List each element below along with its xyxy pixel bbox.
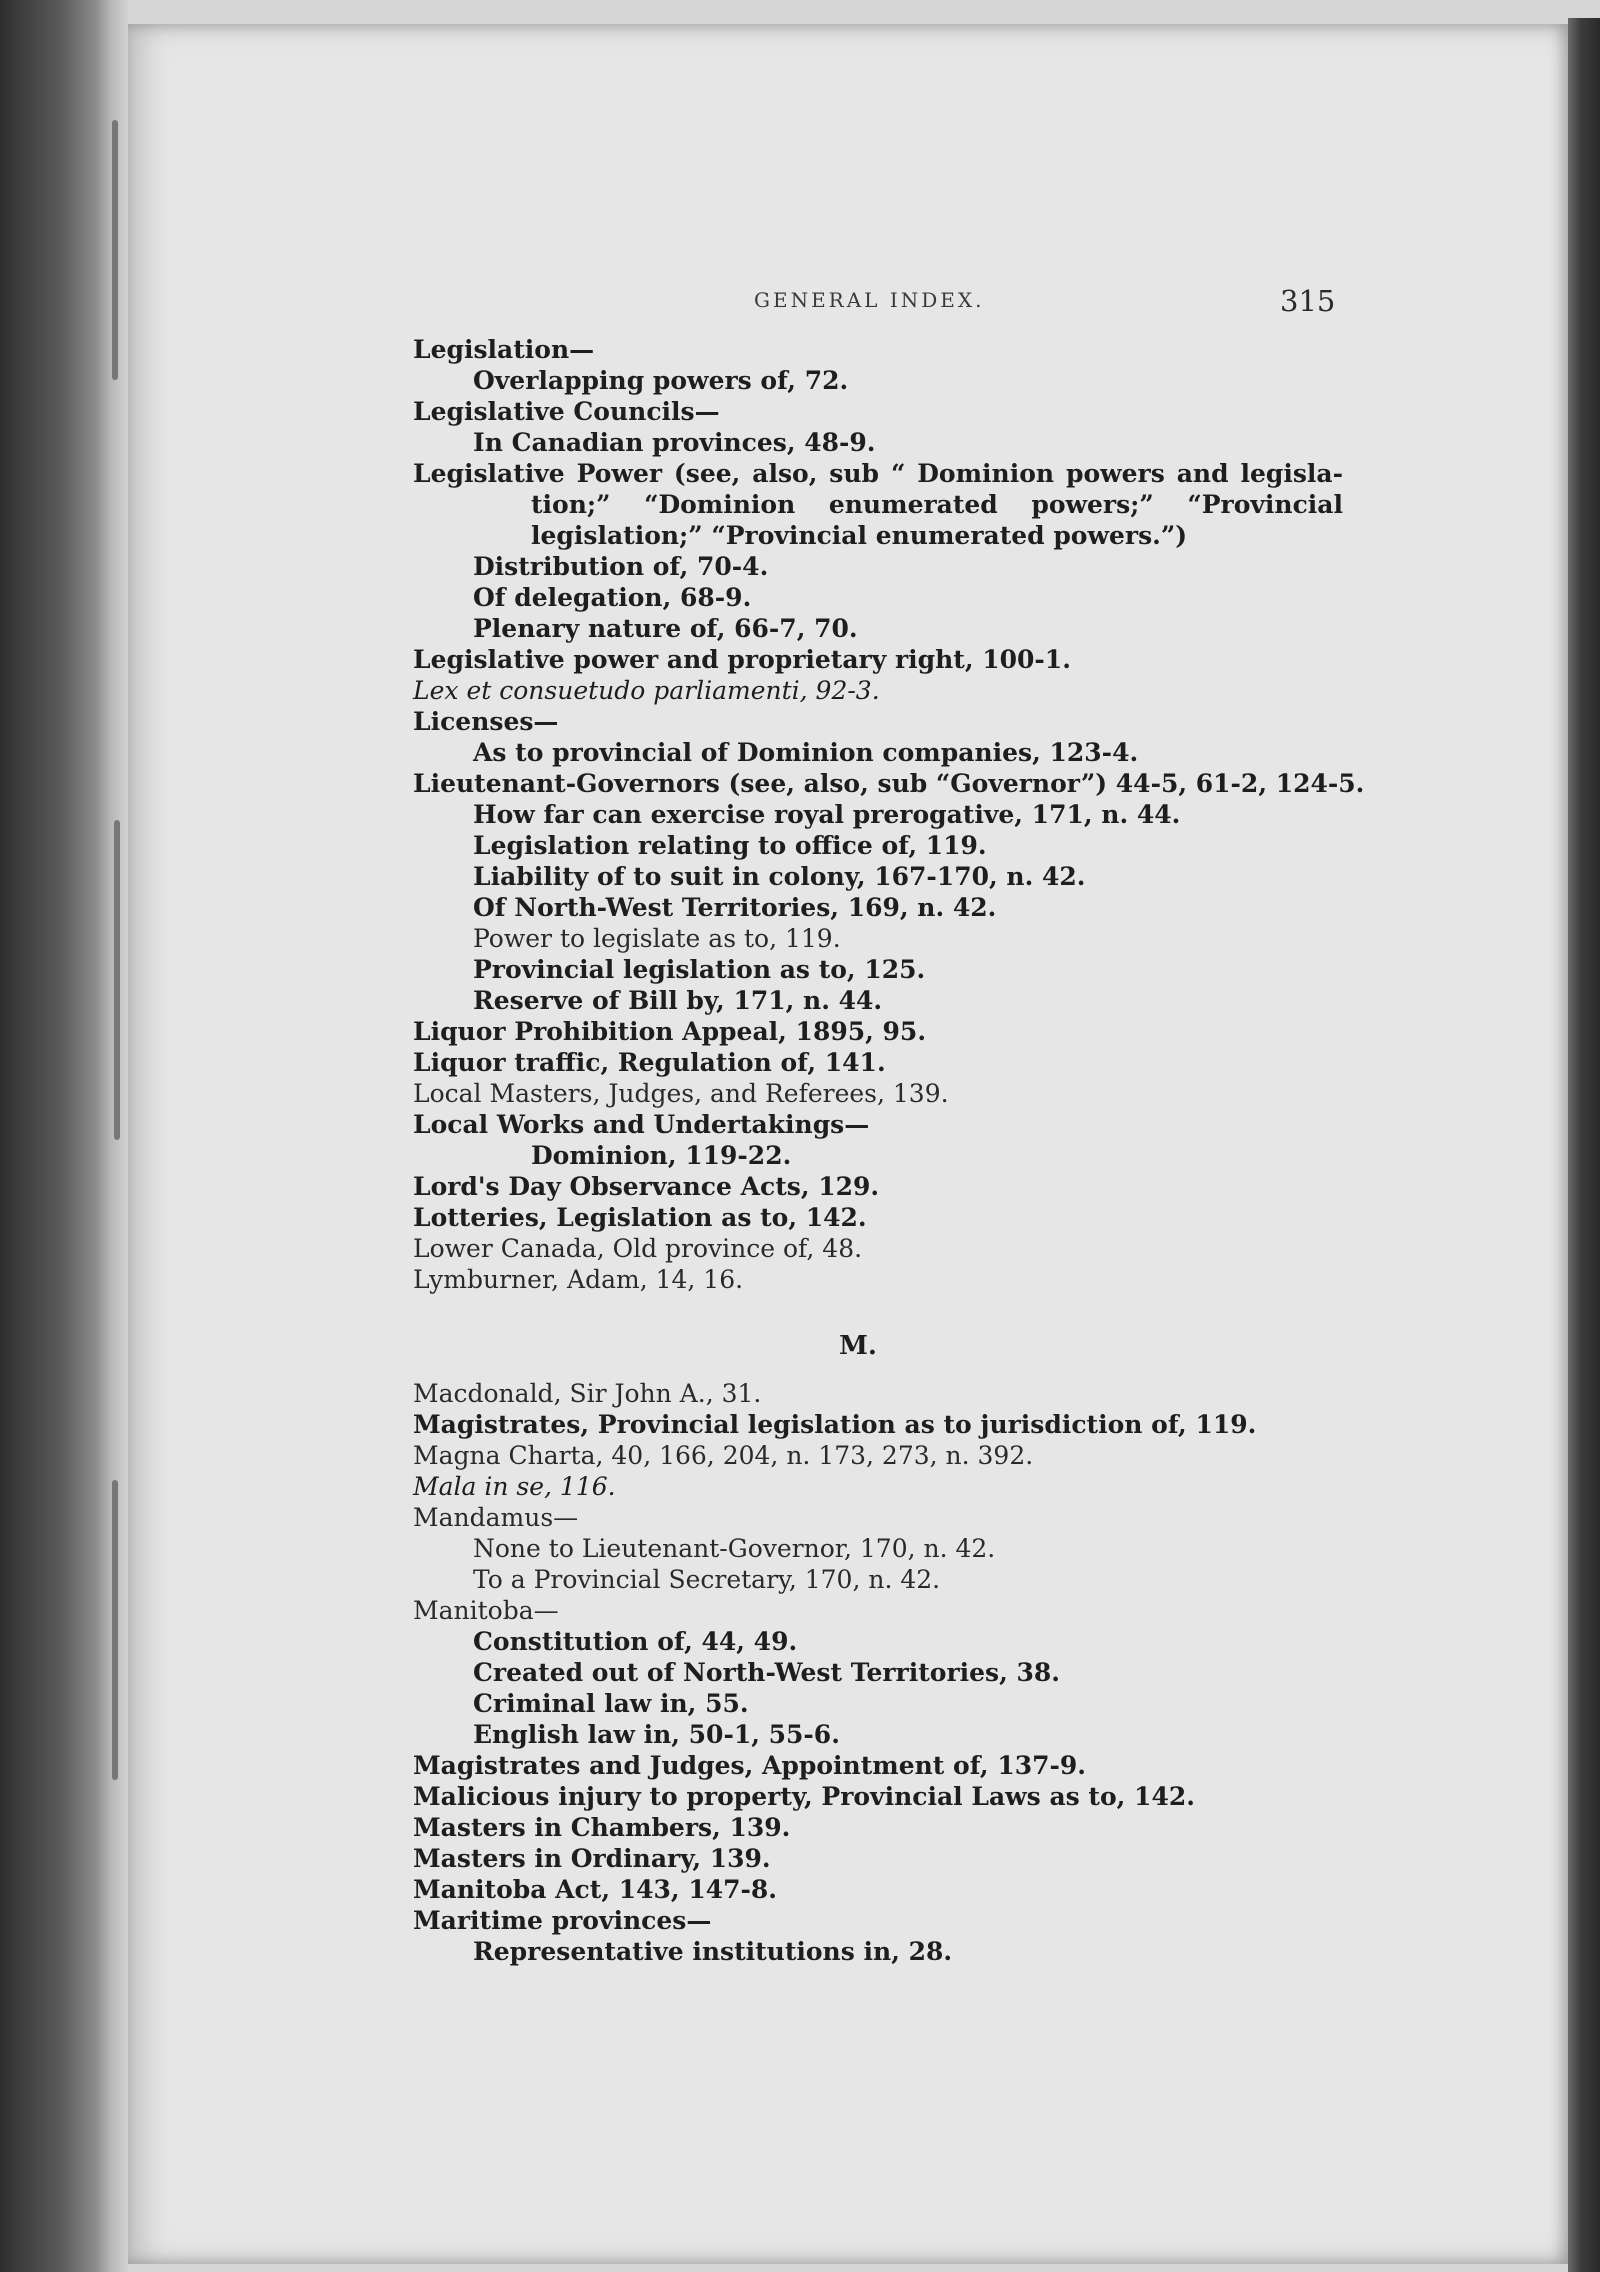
index-entry: Mala in se, 116. — [413, 1472, 616, 1501]
index-entry: Legislative power and proprietary right, 100-1. — [413, 645, 1071, 674]
index-entry: Magistrates and Judges, Appointment of, 137-9. — [413, 1751, 1086, 1780]
index-subentry: Plenary nature of, 66-7, 70. — [473, 614, 858, 643]
index-subentry: Created out of North-West Territories, 38. — [473, 1658, 1060, 1687]
index-entry: Lex et consuetudo parliamenti, 92-3. — [413, 676, 880, 705]
index-subentry: Dominion, 119-22. — [531, 1141, 792, 1170]
index-entry: Mandamus— — [413, 1503, 579, 1532]
index-entry: Manitoba— — [413, 1596, 559, 1625]
index-entry: Licenses— — [413, 707, 559, 736]
index-entry: Malicious injury to property, Provincial Laws as to, 142. — [413, 1782, 1195, 1811]
index-entry: Legislative Power (see, also, sub “ Dominion powers and legisla- — [413, 459, 1343, 488]
index-subentry: Legislation relating to office of, 119. — [473, 831, 987, 860]
section-gap — [413, 1295, 1343, 1331]
running-header — [0, 284, 1600, 324]
index-entry: Legislative Councils— — [413, 397, 720, 426]
index-entry: Lieutenant-Governors (see, also, sub “Governor”) 44-5, 61-2, 124-5. — [413, 769, 1365, 798]
index-subentry: Liability of to suit in colony, 167-170, n. 42. — [473, 862, 1086, 891]
index-subentry: Of North-West Territories, 169, n. 42. — [473, 893, 997, 922]
index-subentry: Provincial legislation as to, 125. — [473, 955, 926, 984]
index-entry: Liquor Prohibition Appeal, 1895, 95. — [413, 1017, 927, 1046]
index-entry: Lord's Day Observance Acts, 129. — [413, 1172, 880, 1201]
section-letter: M. — [839, 1331, 877, 1361]
index-column — [413, 334, 1365, 1967]
index-entry: Masters in Ordinary, 139. — [413, 1844, 771, 1873]
index-subentry: None to Lieutenant-Governor, 170, n. 42. — [473, 1534, 996, 1563]
index-entry: Manitoba Act, 143, 147-8. — [413, 1875, 777, 1904]
index-entry: Local Masters, Judges, and Referees, 139. — [413, 1079, 949, 1108]
page-number: 315 — [1280, 284, 1336, 318]
index-entry: Magistrates, Provincial legislation as to jurisdiction of, 119. — [413, 1410, 1257, 1439]
index-entry: Lymburner, Adam, 14, 16. — [413, 1265, 744, 1294]
index-subentry: legislation;” “Provincial enumerated powers.”) — [531, 521, 1188, 550]
index-subentry: Constitution of, 44, 49. — [473, 1627, 798, 1656]
page-edge — [1568, 18, 1600, 2272]
index-entry: Magna Charta, 40, 166, 204, n. 173, 273, n. 392. — [413, 1441, 1034, 1470]
index-subentry: Power to legislate as to, 119. — [473, 924, 841, 953]
index-entry: Lower Canada, Old province of, 48. — [413, 1234, 863, 1263]
index-entry: Masters in Chambers, 139. — [413, 1813, 791, 1842]
section-gap — [413, 1362, 1343, 1378]
index-subentry: In Canadian provinces, 48-9. — [473, 428, 876, 457]
index-subentry: To a Provincial Secretary, 170, n. 42. — [473, 1565, 941, 1594]
index-entry: Liquor traffic, Regulation of, 141. — [413, 1048, 886, 1077]
running-title: GENERAL INDEX. — [754, 288, 985, 312]
binding-mark — [112, 1480, 118, 1780]
binding-mark — [112, 120, 118, 380]
index-entry: Legislation— — [413, 335, 595, 364]
index-subentry: As to provincial of Dominion companies, 123-4. — [473, 738, 1139, 767]
index-subentry: English law in, 50-1, 55-6. — [473, 1720, 840, 1749]
index-subentry: Overlapping powers of, 72. — [473, 366, 849, 395]
index-subentry: Distribution of, 70-4. — [473, 552, 769, 581]
index-entry: Lotteries, Legislation as to, 142. — [413, 1203, 867, 1232]
index-entry: Local Works and Undertakings— — [413, 1110, 870, 1139]
index-subentry: Reserve of Bill by, 171, n. 44. — [473, 986, 883, 1015]
index-subentry: Criminal law in, 55. — [473, 1689, 749, 1718]
binding-mark — [114, 820, 120, 1140]
index-entry: Macdonald, Sir John A., 31. — [413, 1379, 762, 1408]
index-subentry: Of delegation, 68-9. — [473, 583, 752, 612]
index-subentry: Representative institutions in, 28. — [473, 1937, 953, 1966]
index-entry: Maritime provinces— — [413, 1906, 712, 1935]
index-subentry: tion;” “Dominion enumerated powers;” “Provincial — [531, 490, 1343, 519]
index-subentry: How far can exercise royal prerogative, 171, n. 44. — [473, 800, 1181, 829]
